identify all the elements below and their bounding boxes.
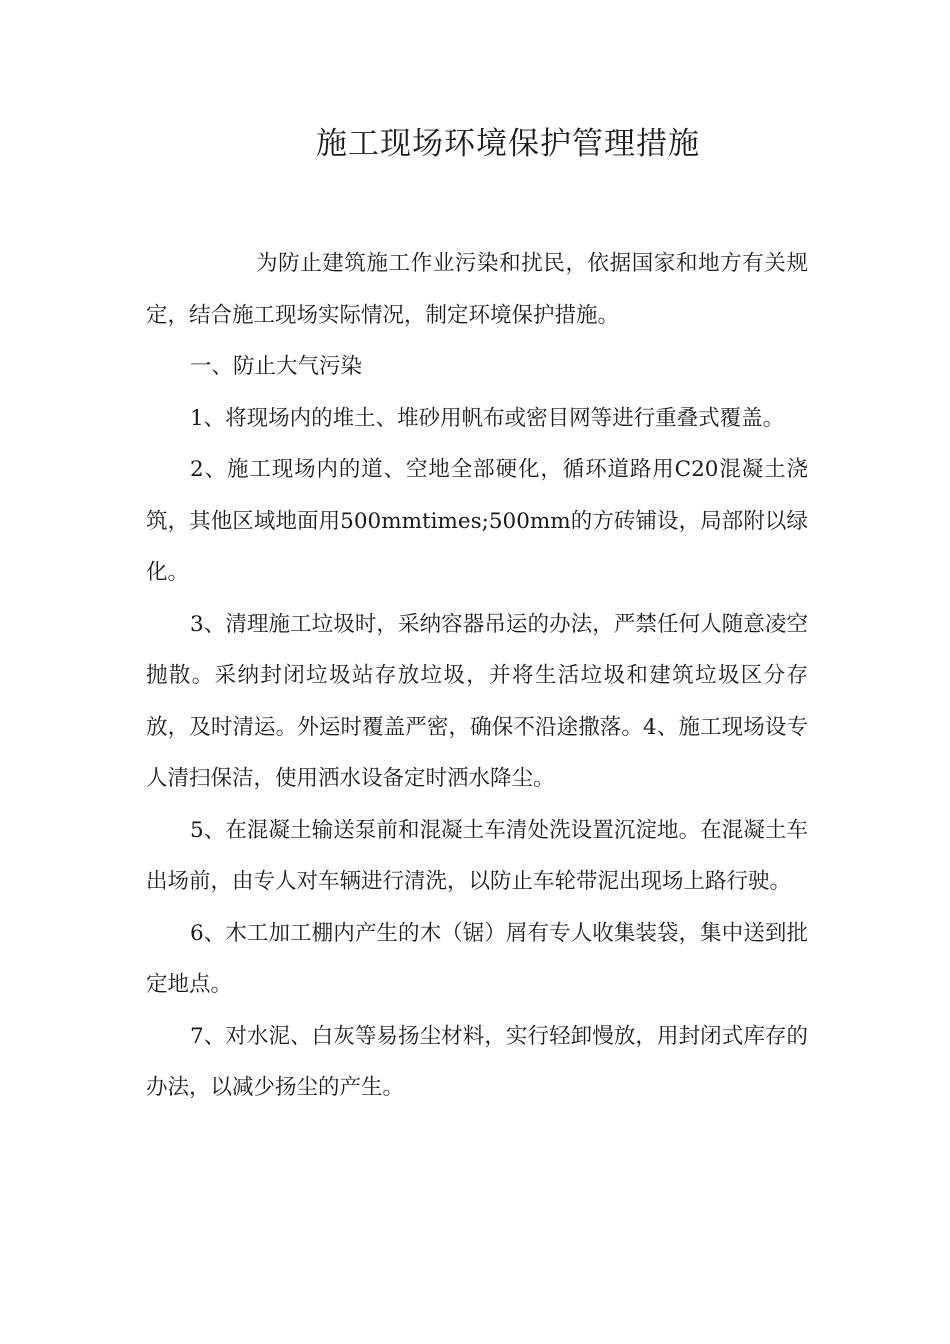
list-item: 1、将现场内的堆土、堆砂用帆布或密目网等进行重叠式覆盖。 — [190, 405, 785, 431]
list-item: 7、对水泥、白灰等易扬尘材料，实行轻卸慢放，用封闭式库存的办法，以减少扬尘的产生。 — [146, 1023, 808, 1100]
document-body — [146, 238, 808, 1114]
list-item: 3、清理施工垃圾时，采纳容器吊运的办法，严禁任何人随意凌空抛散。采纳封闭垃圾站存放垃圾，并将生活垃圾和建筑垃圾区分存放，及时清运。外运时覆盖严密，确保不沿途撒落。4、施工现场设专人清扫保洁，使用洒水设备定时洒水降尘。 — [146, 611, 808, 791]
list-item: 6、木工加工棚内产生的木（锯）屑有专人收集装袋，集中送到批定地点。 — [146, 920, 808, 997]
page-title: 施工现场环境保护管理措施 — [316, 126, 700, 162]
intro-paragraph: 为防止建筑施工作业污染和扰民，依据国家和地方有关规定，结合施工现场实际情况，制定环境保护措施。 — [146, 251, 808, 328]
list-item: 2、施工现场内的道、空地全部硬化，循环道路用C20混凝土浇筑，其他区域地面用500mmtimes;500mm的方砖铺设，局部附以绿化。 — [146, 457, 808, 585]
list-item: 5、在混凝土输送泵前和混凝土车清处洗设置沉淀地。在混凝土车出场前，由专人对车辆进行清洗，以防止车轮带泥出现场上路行驶。 — [146, 817, 808, 894]
section-heading: 一、防止大气污染 — [190, 354, 363, 379]
